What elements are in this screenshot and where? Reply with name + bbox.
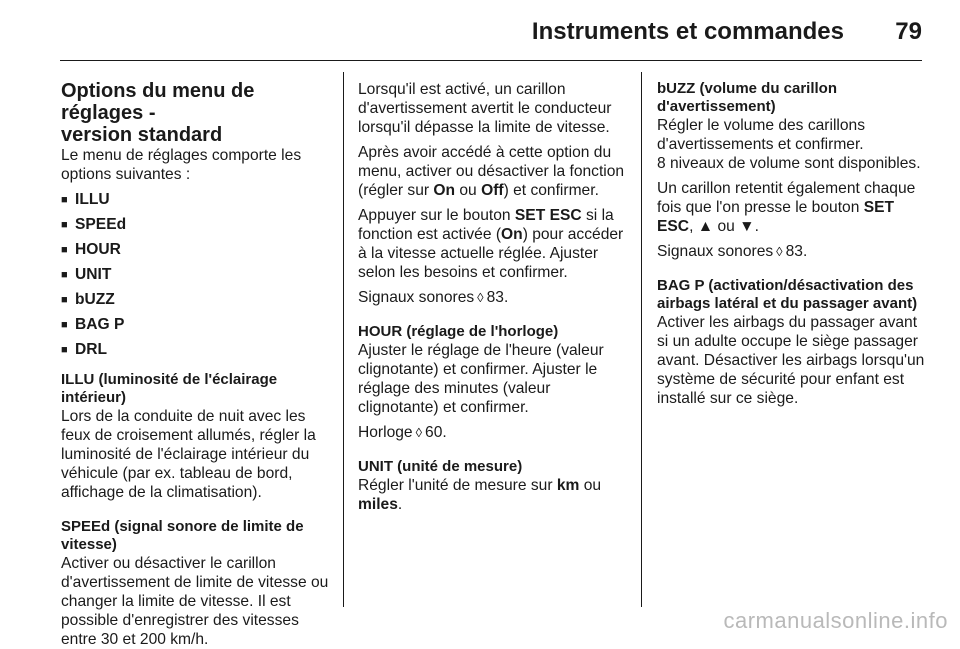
watermark: carmanualsonline.info — [723, 608, 948, 633]
option-label: UNIT — [75, 266, 112, 283]
cross-reference-signaux: Signaux sonores ◊ 83. — [358, 289, 509, 306]
option-label: SPEEd — [75, 216, 127, 233]
cross-reference-signaux-2: Signaux sonores ◊ 83. — [657, 243, 808, 260]
speed-activate-text: Après avoir accédé à cette option du menu, activer ou désactiver la fonction (régler sur On ou Off) et confirmer. — [358, 144, 625, 199]
illu-heading: ILLU (luminosité de l'éclairage intérieur) — [61, 371, 278, 406]
page-reference-icon: ◊ — [415, 425, 423, 440]
option-item — [61, 215, 329, 235]
speed-text: Activer ou désactiver le carillon d'avertissement de limite de vitesse ou changer la limite de vitesse. Il est possible d'enregistrer des vitesses entre 30 et 200 km/h. — [61, 555, 329, 648]
bullet-icon: ■ — [61, 294, 68, 306]
bullet-icon: ■ — [61, 194, 68, 206]
bullet-icon: ■ — [61, 344, 68, 356]
off-value: Off — [481, 182, 504, 199]
set-esc-label: SET ESC — [657, 199, 895, 235]
unit-heading: UNIT (unité de mesure) — [358, 458, 523, 475]
page-reference-icon: ◊ — [776, 244, 783, 259]
option-label: DRL — [75, 341, 108, 358]
set-esc-label: SET ESC — [514, 207, 582, 224]
page-header — [60, 12, 922, 60]
column-3 — [657, 80, 927, 408]
bullet-icon: ■ — [61, 269, 68, 281]
hour-text: Ajuster le réglage de l'heure (valeur clignotante) et confirmer. Ajuster le réglage des minutes (valeur clignotante) et confirmer. — [358, 342, 604, 416]
speed-heading: SPEEd (signal sonore de limite de vitesse) — [61, 518, 304, 553]
section-heading-line1: Options du menu de réglages - — [61, 80, 255, 124]
bag-text: Activer les airbags du passager avant si un adulte occupe le siège passager avant. Désactiver les airbags lorsqu'un système de sécurité pour enfant est installé sur ce siège. — [657, 314, 925, 407]
page-title: Instruments et commandes — [531, 18, 844, 45]
intro-text: Le menu de réglages comporte les options suivantes : — [61, 147, 302, 183]
header-divider — [60, 60, 922, 61]
option-label: bUZZ — [75, 291, 115, 308]
km-value: km — [556, 477, 580, 494]
column-1 — [61, 80, 329, 649]
option-item — [61, 240, 329, 260]
on-value: On — [501, 226, 523, 243]
column-2 — [358, 80, 626, 514]
speed-chime-text: Lorsqu'il est activé, un carillon d'avertissement avertit le conducteur lorsqu'il dépasse la limite de vitesse. — [358, 81, 612, 136]
option-label: BAG P — [75, 316, 125, 333]
illu-text: Lors de la conduite de nuit avec les feux de croisement allumés, régler la luminosité de l'éclairage intérieur du véhicule (par ex. tableau de bord, affichage de la climatisation). — [61, 408, 316, 501]
buzz-text-2: 8 niveaux de volume sont disponibles. — [657, 155, 921, 172]
buzz-text-1: Régler le volume des carillons d'avertissements et confirmer. — [657, 117, 866, 153]
option-item — [61, 315, 329, 335]
option-item — [61, 190, 329, 210]
option-item — [61, 340, 329, 360]
bullet-icon: ■ — [61, 219, 68, 231]
speed-set-text: Appuyer sur le bouton SET ESC si la fonction est activée (On) pour accéder à la vitesse actuelle réglée. Ajuster selon les besoins et confirmer. — [358, 207, 624, 281]
option-item — [61, 290, 329, 310]
unit-text: Régler l'unité de mesure sur km ou miles. — [358, 477, 602, 513]
bullet-icon: ■ — [61, 319, 68, 331]
option-label: ILLU — [75, 191, 110, 208]
miles-value: miles — [358, 496, 398, 513]
page-number: 79 — [895, 18, 922, 45]
section-heading — [61, 80, 329, 146]
hour-heading: HOUR (réglage de l'horloge) — [358, 323, 559, 340]
bag-heading: BAG P (activation/désactivation des airbags latéral et du passager avant) — [657, 277, 918, 312]
column-divider-2 — [641, 72, 642, 607]
section-heading-line2: version standard — [61, 124, 223, 146]
option-label: HOUR — [75, 241, 121, 258]
bullet-icon: ■ — [61, 244, 68, 256]
option-item — [61, 265, 329, 285]
column-divider-1 — [343, 72, 344, 607]
buzz-text-3: Un carillon retentit également chaque fois que l'on presse le bouton SET ESC, ▲ ou ▼. — [657, 180, 916, 235]
page-reference-icon: ◊ — [477, 290, 484, 305]
buzz-heading: bUZZ (volume du carillon d'avertissement) — [657, 80, 838, 115]
cross-reference-horloge: Horloge ◊ 60. — [358, 424, 447, 441]
on-value: On — [433, 182, 456, 199]
options-list — [61, 190, 329, 360]
